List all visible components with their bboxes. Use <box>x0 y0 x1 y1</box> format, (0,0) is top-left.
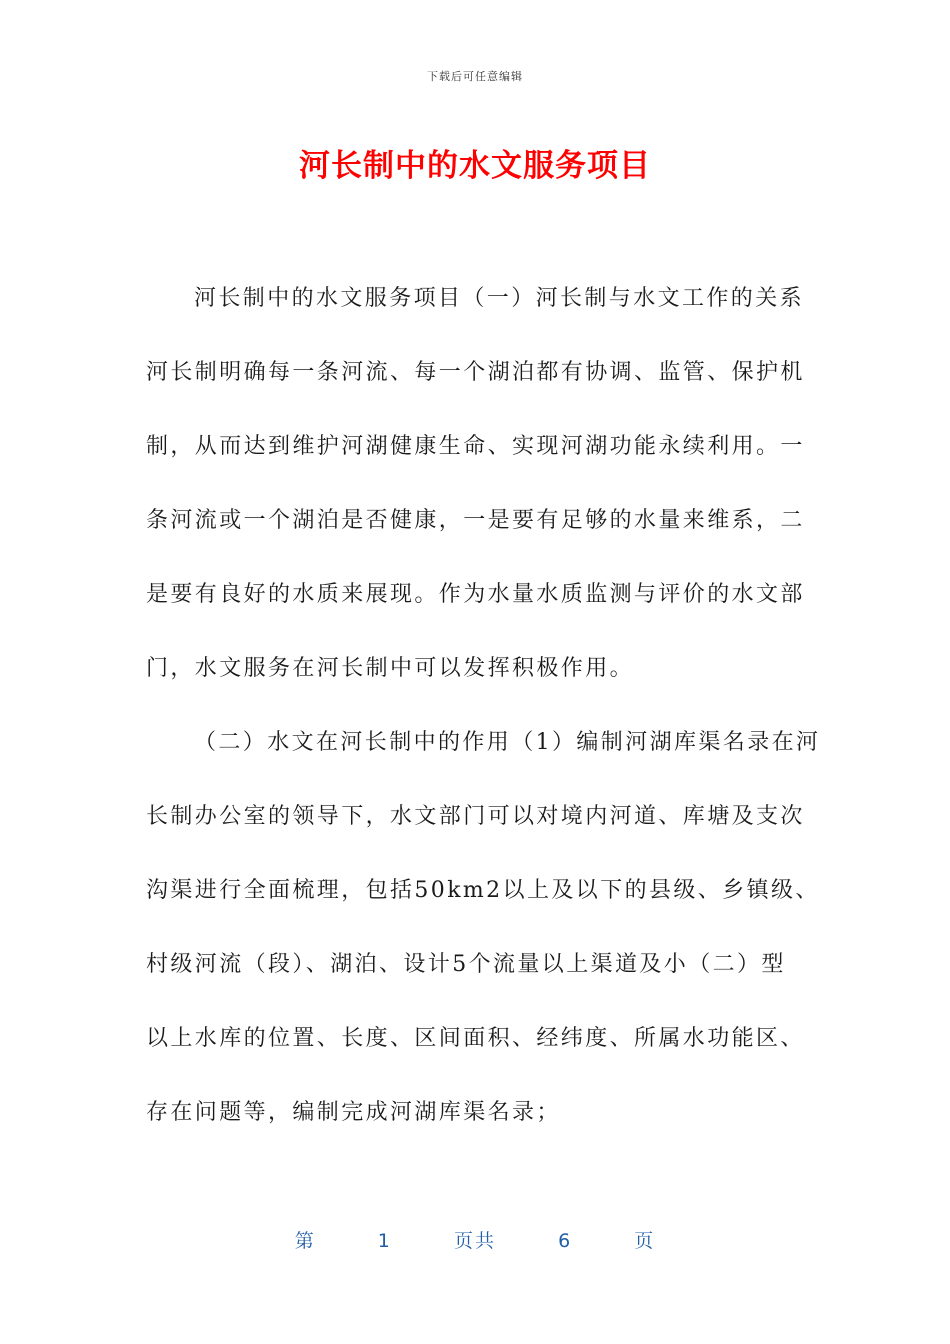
paragraph-line: 河长制中的水文服务项目（一）河长制与水文工作的关系 <box>194 286 805 311</box>
paragraph-line: 条河流或一个湖泊是否健康，一是要有足够的水量来维系，二 <box>146 508 805 533</box>
paragraph-2 <box>146 706 821 1150</box>
paragraph-line: 制，从而达到维护河湖健康生命、实现河湖功能永续利用。一 <box>146 434 805 459</box>
header-note: 下载后可任意编辑 <box>427 70 523 83</box>
paragraph-line: （二）水文在河长制中的作用（1）编制河湖库渠名录在河 <box>194 730 821 755</box>
paragraph-line: 村级河流（段）、湖泊、设计5个流量以上渠道及小（二）型 <box>146 952 786 977</box>
paragraph-line: 存在问题等，编制完成河湖库渠名录； <box>146 1100 561 1125</box>
footer-middle: 页共 <box>453 1230 496 1252</box>
footer-current-page: 1 <box>377 1230 392 1252</box>
footer-prefix: 第 <box>294 1230 316 1252</box>
document-title: 河长制中的水文服务项目 <box>299 148 651 184</box>
document-body <box>146 262 821 1150</box>
footer-suffix: 页 <box>634 1230 656 1252</box>
paragraph-line: 以上水库的位置、长度、区间面积、经纬度、所属水功能区、 <box>146 1026 805 1051</box>
paragraph-line: 门，水文服务在河长制中可以发挥积极作用。 <box>146 656 635 681</box>
page-footer <box>0 1226 950 1253</box>
paragraph-line: 是要有良好的水质来展现。作为水量水质监测与评价的水文部 <box>146 582 805 607</box>
paragraph-1 <box>146 262 806 706</box>
paragraph-line: 沟渠进行全面梳理，包括50km2以上及以下的县级、乡镇级、 <box>146 878 820 903</box>
paragraph-line: 河长制明确每一条河流、每一个湖泊都有协调、监管、保护机 <box>146 360 805 385</box>
footer-total-pages: 6 <box>558 1230 573 1252</box>
paragraph-line: 长制办公室的领导下，水文部门可以对境内河道、库塘及支次 <box>146 804 805 829</box>
